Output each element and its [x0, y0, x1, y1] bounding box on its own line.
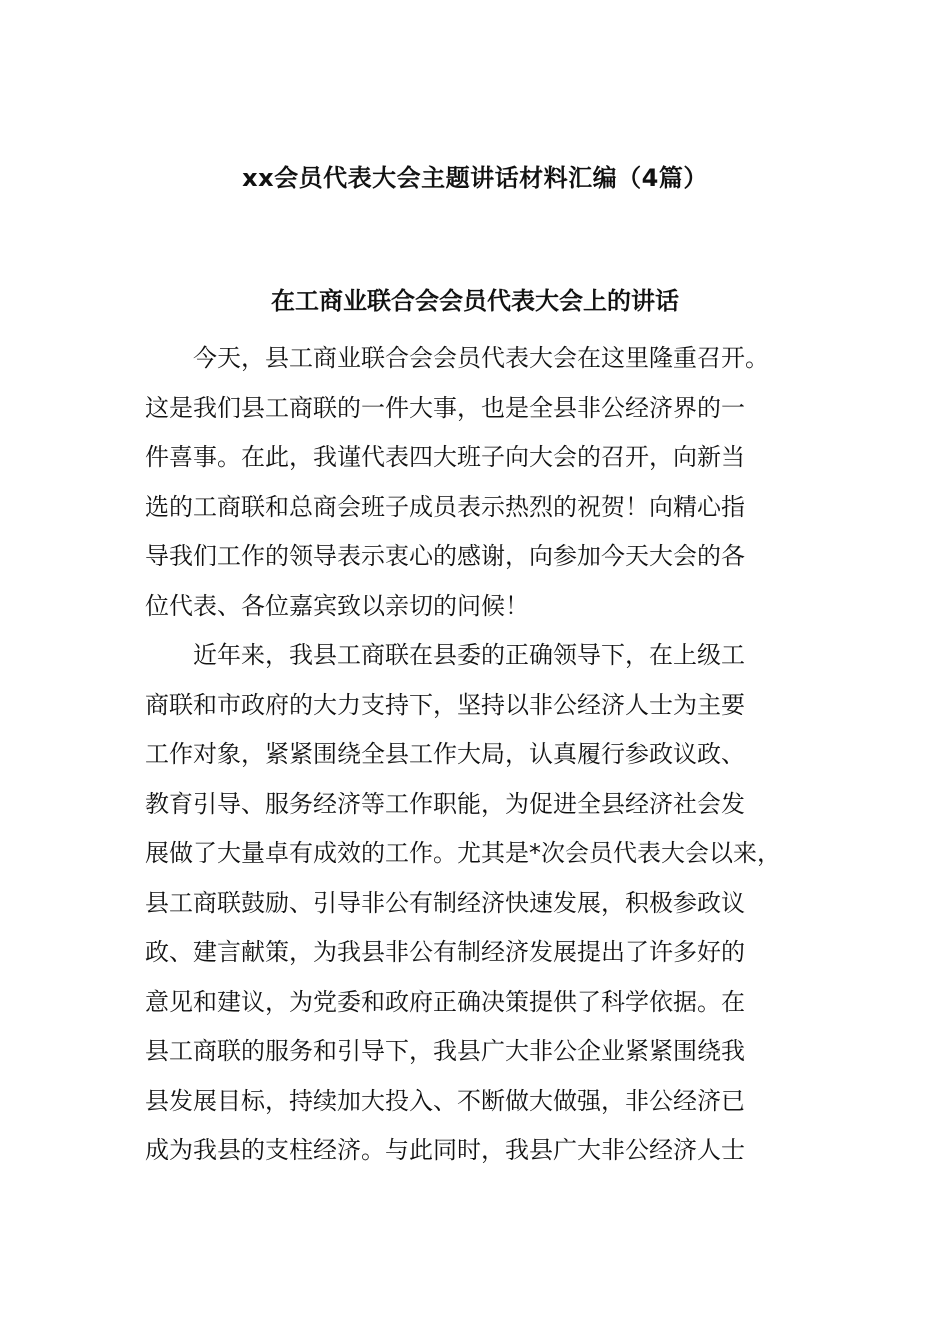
body-line: 近年来，我县工商联在县委的正确领导下，在上级工 — [145, 641, 745, 669]
body-line: 这是我们县工商联的一件大事，也是全县非公经济界的一 — [145, 393, 745, 422]
document-title: xx会员代表大会主题讲话材料汇编（4篇） — [242, 164, 708, 192]
body-line: 工作对象，紧紧围绕全县工作大局，认真履行参政议政、 — [145, 740, 745, 768]
body-line: 县发展目标，持续加大投入、不断做大做强，非公经济已 — [145, 1086, 745, 1115]
body-line: 位代表、各位嘉宾致以亲切的问候！ — [145, 591, 529, 620]
body-line: 县工商联的服务和引导下，我县广大非公企业紧紧围绕我 — [145, 1037, 745, 1065]
body-text — [145, 334, 845, 1176]
body-line: 教育引导、服务经济等工作职能，为促进全县经济社会发 — [145, 789, 745, 818]
body-line: 政、建言献策，为我县非公有制经济发展提出了许多好的 — [145, 938, 745, 966]
body-line: 件喜事。在此，我谨代表四大班子向大会的召开，向新当 — [145, 443, 745, 471]
body-line: 商联和市政府的大力支持下，坚持以非公经济人士为主要 — [145, 690, 745, 719]
body-line: 意见和建议，为党委和政府正确决策提供了科学依据。在 — [145, 987, 745, 1016]
body-line: 今天，县工商业联合会会员代表大会在这里隆重召开。 — [145, 344, 769, 372]
section-title: 在工商业联合会会员代表大会上的讲话 — [271, 287, 679, 315]
body-line: 展做了大量卓有成效的工作。尤其是*次会员代表大会以来， — [145, 839, 781, 867]
body-line: 成为我县的支柱经济。与此同时，我县广大非公经济人士 — [145, 1136, 745, 1164]
body-line: 选的工商联和总商会班子成员表示热烈的祝贺！向精心指 — [145, 492, 745, 521]
body-line: 县工商联鼓励、引导非公有制经济快速发展，积极参政议 — [145, 888, 745, 917]
body-line: 导我们工作的领导表示衷心的感谢，向参加今天大会的各 — [145, 542, 745, 570]
